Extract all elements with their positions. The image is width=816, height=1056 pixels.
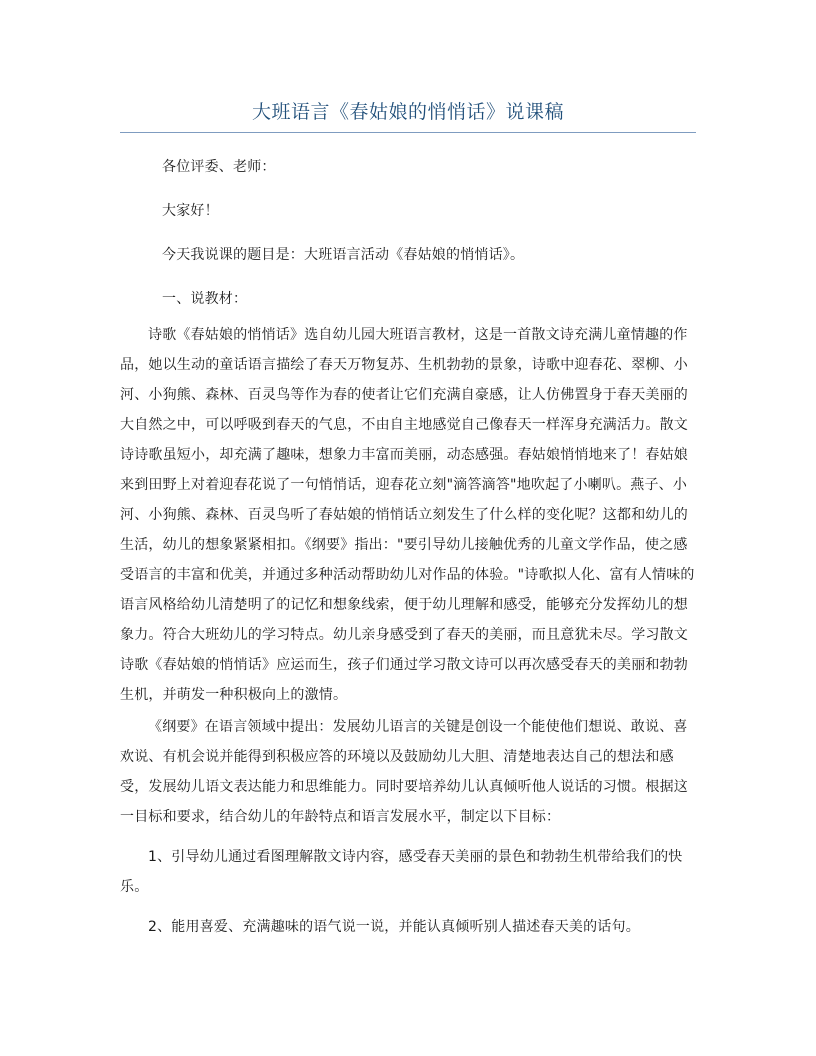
hello-paragraph: 大家好！: [162, 203, 219, 219]
outline-requirements-paragraph: 《纲要》在语言领域中提出：发展幼儿语言的关键是创设一个能使他们想说、敢说、喜欢说、有机会说并能得到积极应答的环境以及鼓励幼儿大胆、清楚地表达自己的想法和感受，发展幼儿语文表达能力和思维能力。同时要培养幼儿认真倾听他人说话的习惯。根据这一目标和要求，结合幼儿的年龄特点和语言发展水平，制定以下目标：: [120, 719, 688, 825]
teaching-material-paragraph: 诗歌《春姑娘的悄悄话》选自幼儿园大班语言教材，这是一首散文诗充满儿童情趣的作品，她以生动的童话语言描绘了春天万物复苏、生机勃勃的景象，诗歌中迎春花、翠柳、小河、小狗熊、森林、百灵鸟等作为春的使者让它们充满自豪感，让人仿佛置身于春天美丽的大自然之中，可以呼吸到春天的气息，不由自主地感觉自己像春天一样浑身充满活力。散文诗诗歌虽短小，却充满了趣味，想象力丰富而美丽，动态感强。春姑娘悄悄地来了！春姑娘来到田野上对着迎春花说了一句悄悄话，迎春花立刻"滴答滴答"地吹起了小喇叭。燕子、小河、小狗熊、森林、百灵鸟听了春姑娘的悄悄话立刻发生了什么样的变化呢？这都和幼儿的生活，幼儿的想象紧紧相扣。《纲要》指出："要引导幼儿接触优秀的儿童文学作品，使之感受语言的丰富和优美，并通过多种活动帮助幼儿对作品的体验。"诗歌拟人化、富有人情味的语言风格给幼儿清楚明了的记忆和想象线索，便于幼儿理解和感受，能够充分发挥幼儿的想象力。符合大班幼儿的学习特点。幼儿亲身感受到了春天的美丽，而且意犹未尽。学习散文诗歌《春姑娘的悄悄话》应运而生，孩子们通过学习散文诗可以再次感受春天的美丽和勃勃生机，并萌发一种积极向上的激情。: [120, 327, 695, 703]
title-underline: [120, 132, 696, 133]
document-title: 大班语言《春姑娘的悄悄话》说课稿: [251, 101, 564, 123]
section-heading-teaching-material: 一、说教材：: [162, 291, 248, 307]
goal-item-1: 1、引导幼儿通过看图理解散文诗内容，感受春天美丽的景色和勃勃生机带给我们的快乐。: [120, 849, 683, 895]
topic-paragraph: 今天我说课的题目是：大班语言活动《春姑娘的悄悄话》。: [162, 247, 525, 263]
greeting-paragraph: 各位评委、老师：: [162, 159, 276, 175]
goal-item-2: 2、能用喜爱、充满趣味的语气说一说，并能认真倾听别人描述春天美的话句。: [148, 919, 640, 935]
